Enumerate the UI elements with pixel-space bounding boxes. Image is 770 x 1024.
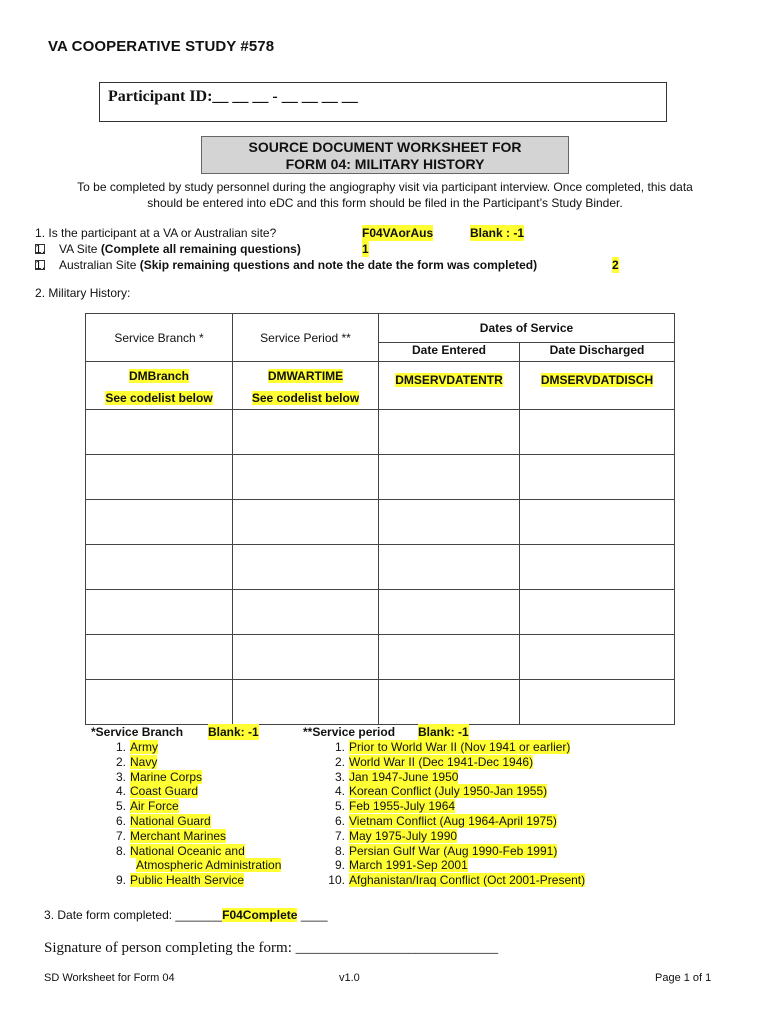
branch-entry-cell[interactable] <box>86 545 233 590</box>
period-entry-cell[interactable] <box>233 545 379 590</box>
q1-question-text: Is the participant at a VA or Australian site? <box>48 226 277 240</box>
period-entry-cell[interactable] <box>233 500 379 545</box>
study-title: VA COOPERATIVE STUDY #578 <box>48 38 275 55</box>
question-1 <box>35 225 735 273</box>
signature-line[interactable]: Signature of person completing the form: ___________________________ <box>44 940 499 956</box>
header-service-period: Service Period ** <box>233 314 379 362</box>
history-entry-row <box>86 410 675 455</box>
entered-entry-cell[interactable] <box>379 500 520 545</box>
history-entry-row <box>86 590 675 635</box>
worksheet-title <box>201 136 569 174</box>
period-item: Afghanistan/Iraq Conflict (Oct 2001-Present) <box>349 873 586 888</box>
q1-blank-code: Blank : -1 <box>470 226 525 240</box>
entered-entry-cell[interactable] <box>379 590 520 635</box>
branch-item: Army <box>130 740 158 754</box>
period-codelist-note: See codelist below <box>251 391 360 405</box>
entered-entry-cell[interactable] <box>379 635 520 680</box>
question-3 <box>44 908 328 922</box>
branch-item: Merchant Marines <box>130 828 227 843</box>
history-entry-row <box>86 635 675 680</box>
footer-version: v1.0 <box>339 972 360 984</box>
branch-entry-cell[interactable] <box>86 455 233 500</box>
branch-item-continuation: Atmospheric Administration <box>136 858 282 873</box>
participant-id-label: Participant ID:__ __ __ - __ __ __ __ <box>108 88 358 105</box>
period-item: March 1991-Sep 2001 <box>349 858 468 873</box>
period-item: Prior to World War II (Nov 1941 or earlier) <box>349 740 571 754</box>
discharged-entry-cell[interactable] <box>520 545 675 590</box>
australian-site-instruction: (Skip remaining questions and note the date the form was completed) <box>139 258 538 272</box>
period-entry-cell[interactable] <box>233 455 379 500</box>
q2-label: Military History: <box>48 286 131 300</box>
branch-entry-cell[interactable] <box>86 500 233 545</box>
branch-code-cell <box>86 362 233 410</box>
period-entry-cell[interactable] <box>233 410 379 455</box>
branch-entry-cell[interactable] <box>86 635 233 680</box>
branch-codelist <box>91 724 311 888</box>
q1-option-va <box>35 241 735 257</box>
va-site-checkbox[interactable] <box>35 244 45 254</box>
branch-codelist-items <box>130 740 311 888</box>
branch-item: Air Force <box>130 799 179 814</box>
discharged-entry-cell[interactable] <box>520 680 675 725</box>
branch-item: Navy <box>130 754 158 769</box>
discharged-entry-cell[interactable] <box>520 410 675 455</box>
q3-var-code: F04Complete <box>222 908 298 922</box>
branch-blank-code: Blank: -1 <box>208 725 259 739</box>
entered-entry-cell[interactable] <box>379 410 520 455</box>
period-code-cell <box>233 362 379 410</box>
header-service-branch: Service Branch * <box>86 314 233 362</box>
header-dates-of-service: Dates of Service <box>379 314 675 343</box>
period-item: Jan 1947-June 1950 <box>349 769 459 784</box>
intro-instructions <box>40 179 730 211</box>
period-item: Feb 1955-July 1964 <box>349 799 456 814</box>
q3-trail: ____ <box>297 908 328 922</box>
branch-item: Marine Corps <box>130 769 203 784</box>
intro-line1: To be completed by study personnel during the angiography visit via participant interview. Once completed, this data <box>77 180 693 194</box>
discharged-entry-cell[interactable] <box>520 635 675 680</box>
discharged-entry-cell[interactable] <box>520 590 675 635</box>
australian-site-checkbox[interactable] <box>35 260 45 270</box>
branch-item: National Guard <box>130 813 211 828</box>
branch-item: Coast Guard <box>130 784 199 799</box>
period-item: Korean Conflict (July 1950-Jan 1955) <box>349 784 548 799</box>
branch-codelist-heading: *Service Branch <box>91 725 184 739</box>
history-entry-row <box>86 500 675 545</box>
header-date-discharged: Date Discharged <box>520 343 675 362</box>
discharged-var-code: DMSERVDATDISCH <box>540 373 654 387</box>
period-item: World War II (Dec 1941-Dec 1946) <box>349 754 534 769</box>
period-codelist-items <box>349 740 673 888</box>
period-codelist-heading: **Service period <box>303 725 396 739</box>
discharged-entry-cell[interactable] <box>520 455 675 500</box>
question-2 <box>35 286 130 300</box>
va-site-instruction: (Complete all remaining questions) <box>100 242 301 256</box>
q1-question-line <box>35 225 735 241</box>
branch-entry-cell[interactable] <box>86 680 233 725</box>
q1-option-aus <box>35 257 735 273</box>
va-site-label: VA Site <box>59 242 101 256</box>
australian-site-code: 2 <box>612 258 619 272</box>
period-item: May 1975-July 1990 <box>349 828 458 843</box>
period-entry-cell[interactable] <box>233 590 379 635</box>
discharged-entry-cell[interactable] <box>520 500 675 545</box>
footer-left: SD Worksheet for Form 04 <box>44 972 175 984</box>
entered-entry-cell[interactable] <box>379 455 520 500</box>
branch-codelist-note: See codelist below <box>105 391 213 405</box>
footer-page-number: Page 1 of 1 <box>655 972 712 984</box>
australian-site-label: Australian Site <box>59 258 140 272</box>
branch-entry-cell[interactable] <box>86 590 233 635</box>
branch-item: Public Health Service <box>130 873 245 888</box>
period-entry-cell[interactable] <box>233 635 379 680</box>
worksheet-title-line2: FORM 04: MILITARY HISTORY <box>285 156 485 172</box>
military-history-table <box>85 313 675 725</box>
worksheet-title-line1: SOURCE DOCUMENT WORKSHEET FOR <box>248 139 522 155</box>
q1-var-code: F04VAorAus <box>362 226 434 240</box>
history-header-row <box>86 314 675 343</box>
period-codelist <box>303 724 673 888</box>
period-var-code: DMWARTIME <box>267 369 344 383</box>
history-entry-row <box>86 680 675 725</box>
branch-var-code: DMBranch <box>128 369 189 383</box>
period-entry-cell[interactable] <box>233 680 379 725</box>
entered-var-code: DMSERVDATENTR <box>395 373 503 387</box>
branch-item: National Oceanic and <box>130 843 245 858</box>
entered-entry-cell[interactable] <box>379 680 520 725</box>
header-date-entered: Date Entered <box>379 343 520 362</box>
history-entry-row <box>86 455 675 500</box>
period-item: Persian Gulf War (Aug 1990-Feb 1991) <box>349 843 558 858</box>
period-blank-code: Blank: -1 <box>418 725 469 739</box>
history-entry-row <box>86 545 675 590</box>
period-item: Vietnam Conflict (Aug 1964-April 1975) <box>349 813 557 828</box>
entered-code-cell <box>379 362 520 410</box>
participant-id-box <box>99 82 667 122</box>
q3-line <box>44 908 328 922</box>
entered-entry-cell[interactable] <box>379 545 520 590</box>
q3-label: Date form completed: _______ <box>57 908 223 922</box>
va-site-code: 1 <box>362 242 369 256</box>
discharged-code-cell <box>520 362 675 410</box>
intro-line2: should be entered into eDC and this form should be filed in the Participant’s Study Binder. <box>147 196 623 210</box>
history-code-row <box>86 362 675 410</box>
branch-entry-cell[interactable] <box>86 410 233 455</box>
